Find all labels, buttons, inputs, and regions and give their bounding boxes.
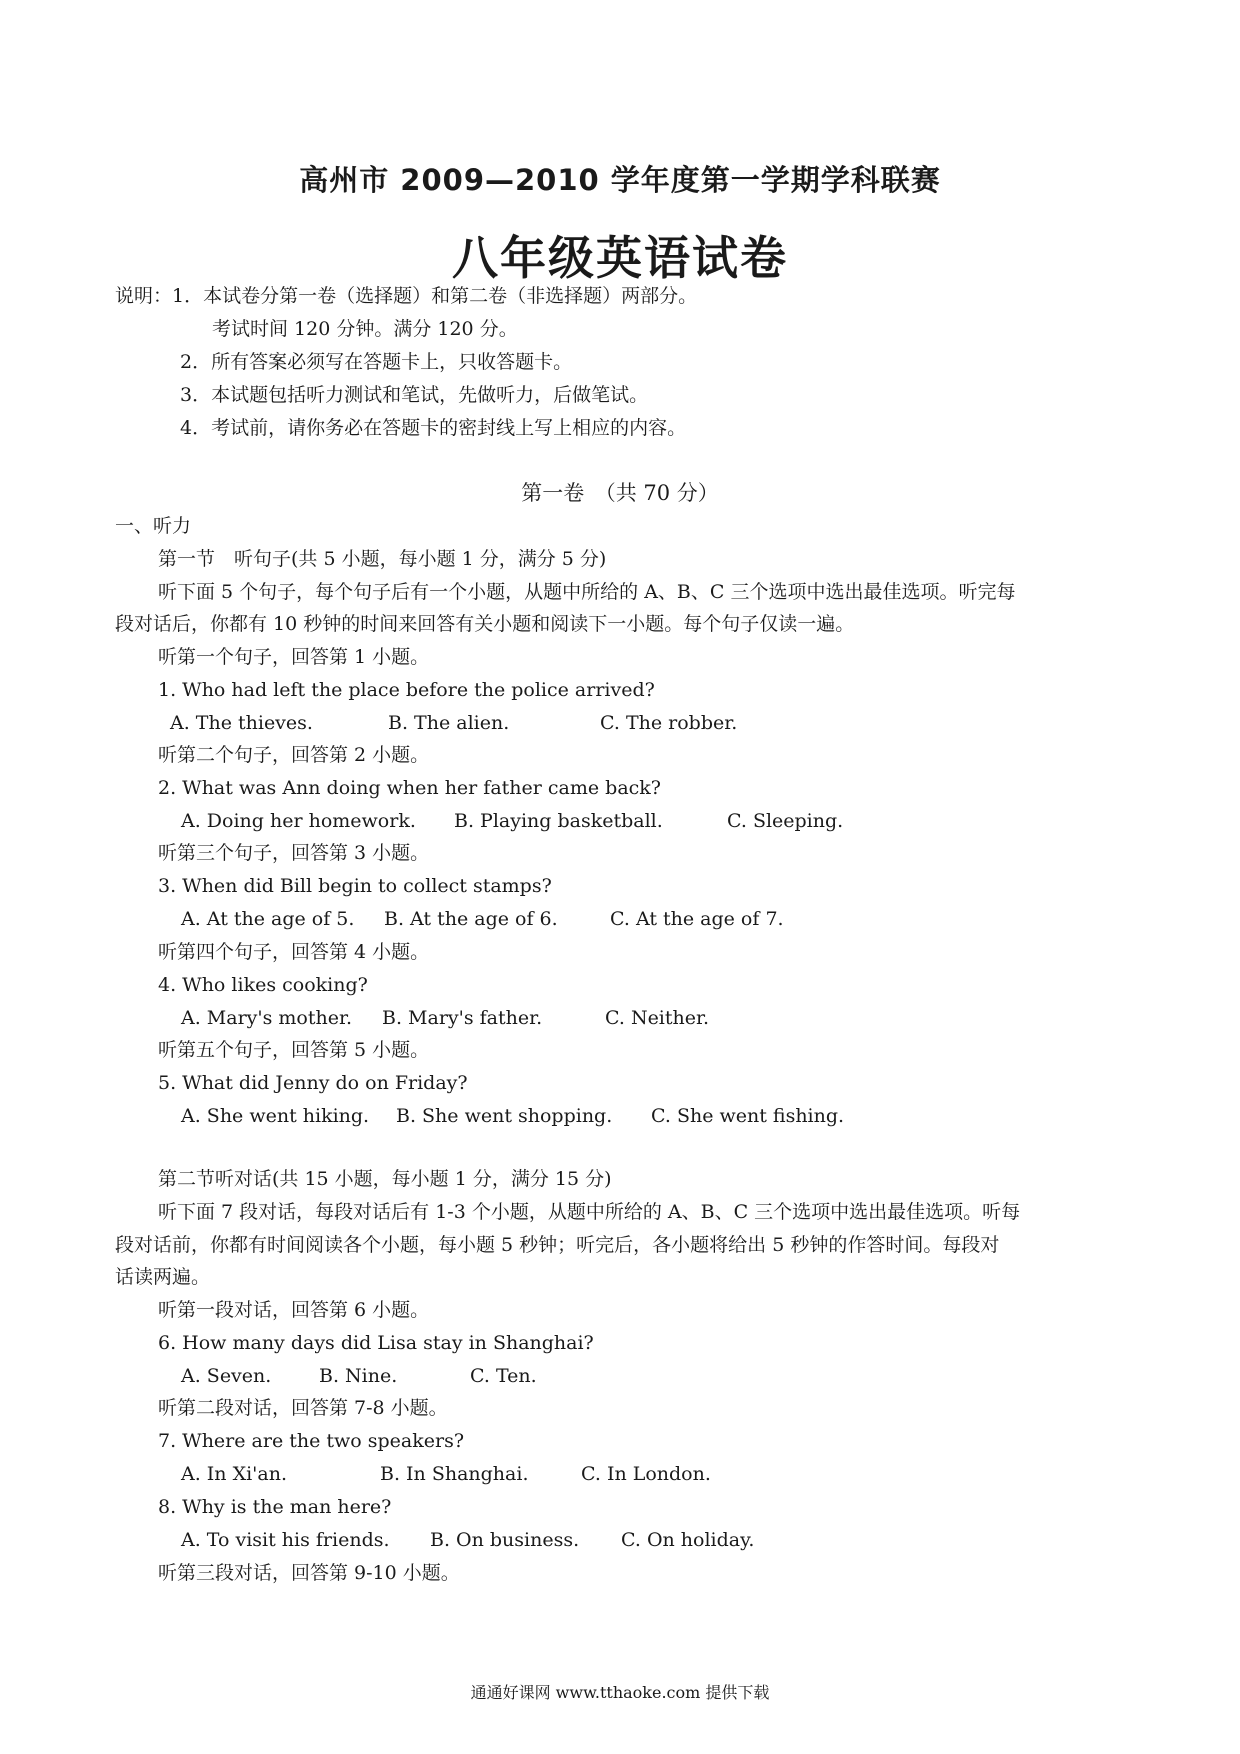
question-8: 8. Why is the man here?: [158, 1496, 392, 1518]
option-a: A. At the age of 5.: [181, 908, 355, 930]
instruction-1: 说明：1．本试卷分第一卷（选择题）和第二卷（非选择题）两部分。: [115, 285, 698, 307]
option-a: A. She went hiking.: [181, 1105, 370, 1127]
option-b: B. On business.: [430, 1529, 580, 1551]
question-3-options: [181, 907, 1081, 931]
option-b: B. Mary's father.: [382, 1007, 543, 1029]
option-b: B. At the age of 6.: [384, 908, 558, 930]
exam-title-line1: 高州市 2009—2010 学年度第一学期学科联赛: [299, 163, 941, 197]
option-a: A. Seven.: [181, 1365, 272, 1387]
section2-directions-line3: 话读两遍。: [115, 1266, 211, 1288]
question-6-options: [181, 1364, 1081, 1388]
option-b: B. In Shanghai.: [380, 1463, 529, 1485]
option-c: C. She went fishing.: [651, 1105, 845, 1127]
option-b: B. Playing basketball.: [454, 810, 663, 832]
section2-title: 第二节听对话(共 15 小题，每小题 1 分，满分 15 分): [158, 1168, 612, 1190]
question-4-options: [181, 1006, 1081, 1030]
option-c: C. In London.: [581, 1463, 711, 1485]
question-7-options: [181, 1462, 1081, 1486]
option-b: B. Nine.: [319, 1365, 398, 1387]
item5-prompt: 听第五个句子，回答第 5 小题。: [158, 1039, 430, 1061]
item3-prompt: 听第三个句子，回答第 3 小题。: [158, 842, 430, 864]
item4-prompt: 听第四个句子，回答第 4 小题。: [158, 941, 430, 963]
question-2: 2. What was Ann doing when her father came back?: [158, 777, 661, 799]
dialogue1-prompt: 听第一段对话，回答第 6 小题。: [158, 1299, 430, 1321]
option-a: A. The thieves.: [170, 712, 313, 734]
volume1-title: 第一卷 （共 70 分）: [521, 481, 719, 505]
instruction-2: 2．所有答案必须写在答题卡上，只收答题卡。: [180, 351, 573, 373]
question-1: 1. Who had left the place before the police arrived?: [158, 679, 655, 701]
option-c: C. At the age of 7.: [610, 908, 784, 930]
instruction-3: 3．本试题包括听力测试和笔试，先做听力，后做笔试。: [180, 384, 649, 406]
option-c: C. Ten.: [470, 1365, 537, 1387]
page-footer: 通通好课网 www.tthaoke.com 提供下载: [470, 1683, 770, 1702]
dialogue2-prompt: 听第二段对话，回答第 7-8 小题。: [158, 1397, 448, 1419]
option-a: A. In Xi'an.: [181, 1463, 288, 1485]
option-b: B. The alien.: [388, 712, 510, 734]
exam-title-line2: 八年级英语试卷: [452, 231, 788, 285]
section2-directions-line1: 听下面 7 段对话，每段对话后有 1-3 个小题，从题中所给的 A、B、C 三个选项中选出最佳选项。听每: [158, 1201, 1021, 1223]
question-5: 5. What did Jenny do on Friday?: [158, 1072, 468, 1094]
section2-directions-line2: 段对话前，你都有时间阅读各个小题，每小题 5 秒钟；听完后，各小题将给出 5 秒钟的作答时间。每段对: [115, 1234, 1000, 1256]
section1-directions-line2: 段对话后，你都有 10 秒钟的时间来回答有关小题和阅读下一小题。每个句子仅读一遍。: [115, 613, 855, 635]
option-c: C. Sleeping.: [727, 810, 844, 832]
option-c: C. The robber.: [600, 712, 738, 734]
dialogue3-prompt: 听第三段对话，回答第 9-10 小题。: [158, 1562, 460, 1584]
section1-title: 第一节 听句子(共 5 小题，每小题 1 分，满分 5 分): [158, 548, 607, 570]
item2-prompt: 听第二个句子，回答第 2 小题。: [158, 744, 430, 766]
question-7: 7. Where are the two speakers?: [158, 1430, 465, 1452]
question-4: 4. Who likes cooking?: [158, 974, 368, 996]
question-5-options: [181, 1104, 1081, 1128]
option-c: C. On holiday.: [621, 1529, 755, 1551]
option-c: C. Neither.: [605, 1007, 710, 1029]
instruction-4: 4．考试前，请你务必在答题卡的密封线上写上相应的内容。: [180, 417, 687, 439]
instruction-1-cont: 考试时间 120 分钟。满分 120 分。: [212, 318, 518, 340]
option-a: A. Doing her homework.: [181, 810, 416, 832]
question-3: 3. When did Bill begin to collect stamps?: [158, 875, 552, 897]
question-2-options: [181, 809, 1081, 833]
item1-prompt: 听第一个句子，回答第 1 小题。: [158, 646, 430, 668]
part1-heading: 一、听力: [115, 515, 192, 537]
option-b: B. She went shopping.: [396, 1105, 613, 1127]
question-6: 6. How many days did Lisa stay in Shanghai?: [158, 1332, 594, 1354]
question-8-options: [181, 1528, 1081, 1552]
option-a: A. To visit his friends.: [181, 1529, 390, 1551]
section1-directions-line1: 听下面 5 个句子，每个句子后有一个小题，从题中所给的 A、B、C 三个选项中选出最佳选项。听完每: [158, 581, 1016, 603]
question-1-options: [170, 711, 1070, 735]
option-a: A. Mary's mother.: [181, 1007, 353, 1029]
